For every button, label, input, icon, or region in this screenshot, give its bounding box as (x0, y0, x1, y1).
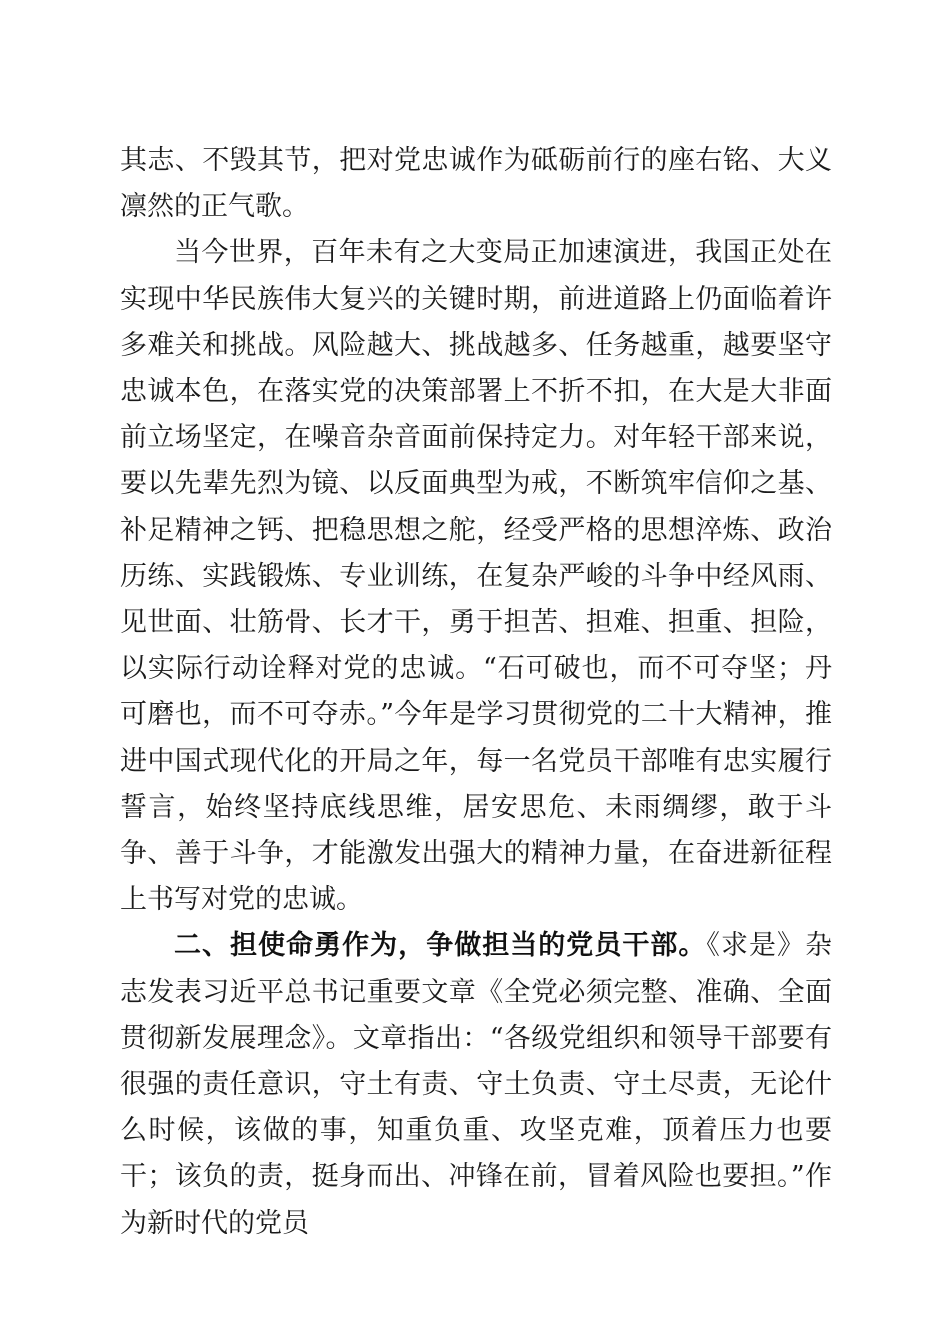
document-body (120, 138, 832, 1247)
paragraph-continuation: 其志、不毁其节，把对党忠诚作为砥砺前行的座右铭、大义凛然的正气歌。 (120, 145, 832, 223)
paragraph-mission-body: 《求是》杂志发表习近平总书记重要文章《全党必须完整、准确、全面贯彻新发展理念》。文章指出：“各级党组织和领导干部要有很强的责任意识，守土有责、守土负责、守土尽责，无论什么时候，该做的事，知重负重、攻坚克难，顶着压力也要干；该负的责，挺身而出、冲锋在前，冒着风险也要担。”作为新时代的党员 (120, 930, 833, 1239)
paragraph-mission (120, 923, 832, 1246)
section-heading: 二、担使命勇作为，争做担当的党员干部。 (174, 930, 707, 962)
paragraph-loyalty: 当今世界，百年未有之大变局正加速演进，我国正处在实现中华民族伟大复兴的关键时期，前进道路上仍面临着许多难关和挑战。风险越大、挑战越多、任务越重，越要坚守忠诚本色，在落实党的决策部署上不折不扣，在大是大非面前立场坚定，在噪音杂音面前保持定力。对年轻干部来说，要以先辈先烈为镜、以反面典型为戒，不断筑牢信仰之基、补足精神之钙、把稳思想之舵，经受严格的思想淬炼、政治历练、实践锻炼、专业训练，在复杂严峻的斗争中经风雨、见世面、壮筋骨、长才干，勇于担苦、担难、担重、担险，以实际行动诠释对党的忠诚。“石可破也，而不可夺坚；丹可磨也，而不可夺赤。”今年是学习贯彻党的二十大精神，推进中国式现代化的开局之年，每一名党员干部唯有忠实履行誓言，始终坚持底线思维，居安思危、未雨绸缪，敢于斗争、善于斗争，才能激发出强大的精神力量，在奋进新征程上书写对党的忠诚。 (120, 237, 832, 916)
